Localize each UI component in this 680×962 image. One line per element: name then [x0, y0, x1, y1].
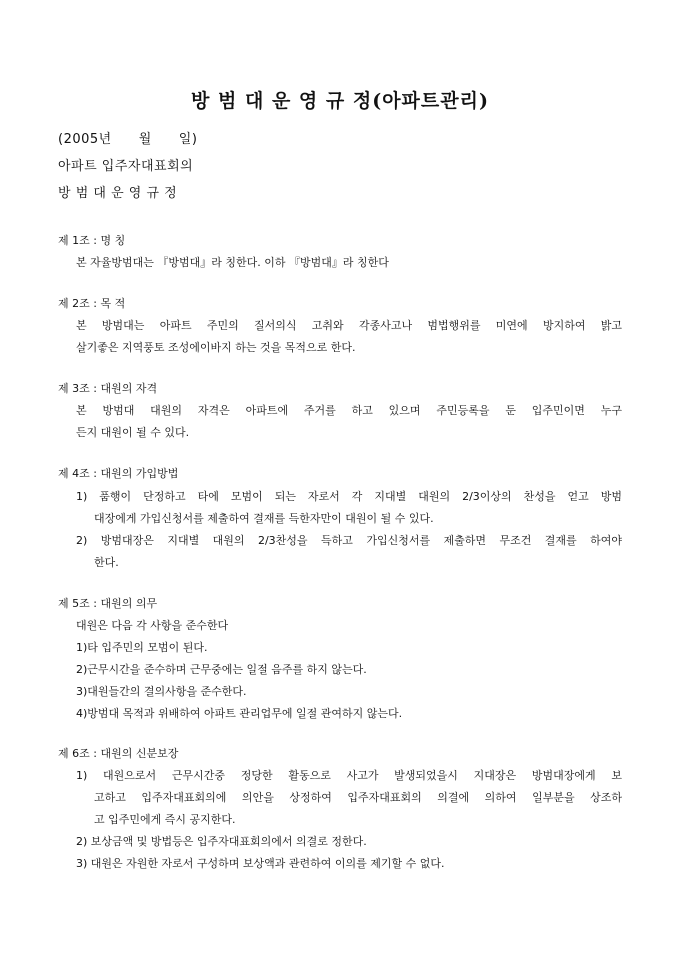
organization-line: 아파트 입주자대표회의 [58, 159, 194, 174]
article-2-heading: 제 2조 : 목 적 [58, 297, 126, 310]
document-title: 방 범 대 운 영 규 정(아파트관리) [191, 90, 489, 112]
article-4-line-4: 한다. [94, 556, 119, 569]
article-6-line-5: 3) 대원은 자원한 자로서 구성하며 보상액과 관련하여 이의를 제기할 수 없다. [76, 857, 445, 870]
article-6-line-2: 고하고 입주자대표회의에 의안을 상정하여 입주자대표회의 의결에 의하여 일부분을 상조하 [94, 791, 622, 804]
article-4-heading: 제 4조 : 대원의 가입방법 [58, 467, 179, 480]
article-3-line-2: 든지 대원이 될 수 있다. [76, 426, 190, 439]
article-6-line-3: 고 입주민에게 즉시 공지한다. [94, 813, 236, 826]
article-2-line-1: 본 방범대는 아파트 주민의 질서의식 고취와 각종사고나 범법행위를 미연에 방지하여 밝고 [76, 319, 622, 332]
article-4-line-3: 2) 방범대장은 지대별 대원의 2/3찬성을 득하고 가입신청서를 제출하면 무조건 결재를 하여야 [76, 534, 622, 547]
article-4-line-2: 대장에게 가입신청서를 제출하여 결재를 득한자만이 대원이 될 수 있다. [94, 512, 434, 525]
article-5-line-1: 대원은 다음 각 사항을 준수한다 [76, 619, 229, 632]
article-5-line-5: 4)방범대 목적과 위배하여 아파트 관리업무에 일절 관여하지 않는다. [76, 707, 403, 720]
article-5-line-3: 2)근무시간을 준수하며 근무중에는 일절 음주를 하지 않는다. [76, 663, 367, 676]
article-1-heading: 제 1조 : 명 칭 [58, 234, 126, 247]
article-6-heading: 제 6조 : 대원의 신분보장 [58, 747, 179, 760]
article-2-line-2: 살기좋은 지역풍토 조성에이바지 하는 것을 목적으로 한다. [76, 341, 356, 354]
article-1-line-1: 본 자율방범대는 『방범대』라 칭한다. 이하 『방범대』라 칭한다 [76, 256, 389, 269]
document-name-line: 방 범 대 운 영 규 정 [58, 186, 178, 201]
article-5-line-2: 1)타 입주민의 모범이 된다. [76, 641, 208, 654]
article-3-heading: 제 3조 : 대원의 자격 [58, 382, 158, 395]
article-5-heading: 제 5조 : 대원의 의무 [58, 597, 158, 610]
article-3-line-1: 본 방범대 대원의 자격은 아파트에 주거를 하고 있으며 주민등록을 둔 입주민이면 누구 [76, 404, 622, 417]
article-5-line-4: 3)대원들간의 결의사항을 준수한다. [76, 685, 247, 698]
article-6-line-4: 2) 보상금액 및 방법등은 입주자대표회의에서 의결로 정한다. [76, 835, 367, 848]
date-line: (2005년 월 일) [58, 132, 198, 147]
article-6-line-1: 1) 대원으로서 근무시간중 정당한 활동으로 사고가 발생되었을시 지대장은 방범대장에게 보 [76, 769, 622, 782]
article-4-line-1: 1) 품행이 단정하고 타에 모범이 되는 자로서 각 지대별 대원의 2/3이상의 찬성을 얻고 방범 [76, 490, 622, 503]
